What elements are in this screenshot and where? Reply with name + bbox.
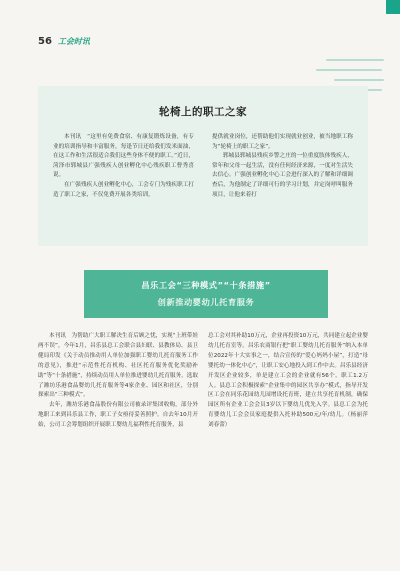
- page-header: [38, 36, 90, 47]
- paragraph: 去年，潍坊乐港食品股份有限公司被录评集团收购，部分外地职工来到昌乐县工作，职工子女亟待妥善照护。自去年10月开始，公司工会筹划组织开展职工婴幼儿福利性托育服务，县: [38, 402, 198, 429]
- paragraph: 本刊讯 为帮助广大职工解决生育后顾之忧，实现“上班带娃两不误”，今年1月，昌乐县总工会联合县妇联、县教体局、县卫健局印发《关于动员推动用人单位加强职工婴幼儿托育服务工作的意见》，推进“示范性托育机构、社区托育服务优化奖励补助”等“十条措施”，持续动员用人单位推进婴幼儿托育服务。选取了潍坊乐港食品婴幼儿托育服务等4家企业、园区和社区，分别探索出“三种模式”。: [38, 333, 198, 399]
- corner-tab: [386, 0, 400, 14]
- banner-title-line-2: 创新推动婴幼儿托育服务: [157, 297, 255, 307]
- article-box-wheelchair: [38, 86, 368, 246]
- article-body-childcare: [38, 332, 374, 431]
- article-columns: [53, 133, 353, 200]
- banner-title-line-1: 昌乐工会“三种模式”“十条措施”: [141, 280, 271, 290]
- page-number: 56: [38, 36, 52, 47]
- paragraph: 在广强残疾人创业孵化中心，工会专门为残疾职工打造了职工之家，不仅免费开展各类培训，: [53, 181, 194, 198]
- paragraph: 提供就业岗位，还帮助他们实现就业创业，被当地职工称为“轮椅上的职工之家”。: [212, 134, 353, 150]
- article-column-left: [38, 332, 198, 431]
- article-column-right: [212, 133, 353, 200]
- article-title: 轮椅上的职工之家: [159, 106, 247, 118]
- article-column-right: [208, 332, 374, 431]
- paragraph: 郓城县郓城县残疾乡警之庄的一位重度肢体残疾人，常年和父母一起生活，没有任何经济来源，一度对生活失去信心。广强创业孵化中心工会进行深入的了解和详细调查后，为他制定了详细可行的学习计划，并定岗呼叫服务项目，让他来着打: [212, 153, 353, 198]
- paragraph: 本刊讯 “这里有免费食宿、有康复锻炼设备，有专业的培训指导和丰富服务，每逢节日还给我们发米面油，在这工作和生活很适合我们这些身体不便的职工。”近日，菏泽市郓城县广强残疾人创业孵化中心残疾职工曹秀喜说。: [53, 134, 194, 179]
- article-column-left: [53, 133, 194, 200]
- paragraph: 总工会对其补助10万元，企业再投资10万元，共同建立起企业婴幼儿托育室等。昌乐农商银行把“职工婴幼儿托育服务”纳入本单位2022年十大实事之一，结合宣传的“爱心妈妈小屋”，打造“母婴托幼一体化中心”，让职工安心地投入到工作中去。昌乐县经济开发区企业较多，单是建立工会的企业就有56个，职工1.2万人。县总工会积极探索“企业集中的园区共享办”模式，指导开发区工会在同乐花园幼儿园增设托育班，建立共享托育机制，确保园区所有企业工会会员3岁以下婴幼儿优先入学。县总工会为托育婴幼儿工会会员家庭提供入托补助500元/年/幼儿。（杨丽萍 刘春蕾）: [208, 333, 374, 429]
- section-name: 工会时讯: [57, 36, 90, 46]
- article-banner: [84, 270, 328, 318]
